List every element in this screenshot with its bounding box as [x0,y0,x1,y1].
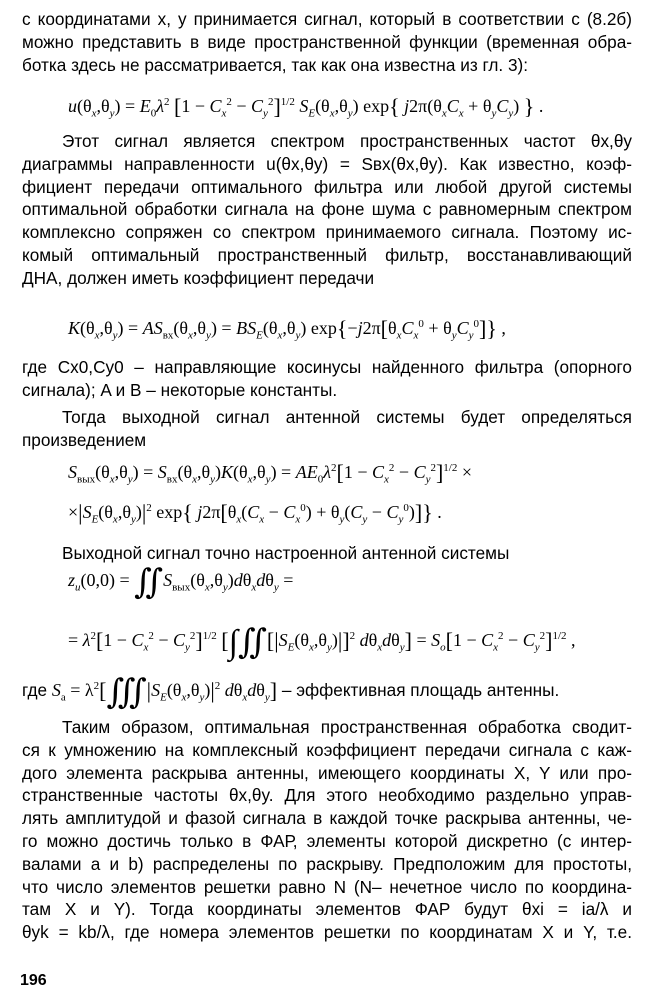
text-line: комый оптимальный пространственный фильтр, восстанавливающий [22,244,632,265]
text-line: Этот сигнал является спектром пространственных частот θx,θy [62,131,632,151]
paragraph-2 [22,130,632,290]
paragraph-5 [22,542,632,565]
text-line: произведением [22,429,147,450]
text-line: где Cx0,Cy0 – направляющие косинусы найденного фильтра (опорного [22,357,632,377]
equation-2: $K(\theta_x,\theta_y) = AS_{вх}(\theta_x,\theta_y) = BS_E(\theta_x,\theta_y) \exp\{-j2\pi[\theta_xC_x^0 + \theta_yC_y^0]\}$ , [68,316,506,342]
equation-4b: = $\lambda^2[1 - C_x^2 - C_y^2]^{1/2}$ [$\int∬[|S_E(\theta_x,\theta_y)|]^2$ $d\theta_xd\theta_y] = S_o[1 - C_x^2 - C_y^2]^{1/2}$ , [68,624,576,661]
text-line: сигнала); A и B – некоторые константы. [22,379,338,400]
text-line: го можно достичь только в ФАР, элементы которой дискретно (с интер- [22,830,632,851]
text-line: дого элемента раскрыва антенны, имеющего координаты X, Y или про- [22,762,632,783]
text-line: комплексно сопряжен со спектром принимаемого сигнала. Поэтому ис- [22,222,632,243]
text-line: что число элементов решетки равно N (N– нечетное число по координа- [22,876,632,897]
paragraph-1 [22,8,632,76]
equation-4a: $z_u(0,0)$ = $∬S_{вых}(\theta_x,\theta_y)d\theta_xd\theta_y$ = [68,564,294,601]
equation-5-line: где $S_a$ = $\lambda^2[∭|S_E(\theta_x,\theta_y)|^2$ $d\theta_xd\theta_y$] – эффективная площадь антенны. [22,674,560,711]
equation-3b: $\times|S_E(\theta_x,\theta_y)|^2$ exp{ $j2\pi[\theta_x(C_x - C_x^0) + \theta_y(C_y - C_y^0)]$} . [68,500,442,526]
text-line: ДНА, должен иметь коэффициент передачи [22,267,375,288]
text-line: валами a и b) распределены по раскрыву. Предположим для простоты, [22,853,632,874]
text-line: странственные частоты θx,θy. Для этого необходимо раздельно управ- [22,785,632,806]
paragraph-3 [22,356,632,402]
paragraph-6 [22,716,632,944]
text-line: Тогда выходной сигнал антенной системы будет определяться [62,407,632,427]
equation-3a: $S_{вых}(\theta_x,\theta_y) = S_{вх}(\theta_x,\theta_y)K(\theta_x,\theta_y) = AE_0\lambda^2[1 - C_x^2 - C_y^2]^{1/2}$ × [68,460,473,486]
text-line: фициент передачи оптимального фильтра или любой другой системы [22,176,632,197]
equation-1: $u(\theta_x,\theta_y) = E_0\lambda^2$ $[1 - C_x^2 - C_y^2]^{1/2}$ $S_E(\theta_x,\theta_y)$ exp{ $j2\pi(\theta_xC_x + \theta_yC_y)$ } . [68,94,544,120]
text-line: оптимальной обработки сигнала на фоне шума с равномерным спектром [22,199,632,220]
text-line: Выходной сигнал точно настроенной антенной системы [62,543,510,563]
text-line: ся к умножению на комплексный коэффициент передачи сигнала с каж- [22,739,632,760]
text-line: там X и Y). Тогда координаты элементов ФАР будут θxi = ia/λ и [22,899,632,920]
paragraph-4 [22,406,632,452]
text-line: диаграммы направленности u(θx,θy) = Sвх(θx,θy). Как известно, коэф- [22,153,632,174]
text-line: ботка здесь не рассматривается, так как она известна из гл. 3): [22,54,529,75]
page-number: 196 [20,972,47,989]
text-line: Таким образом, оптимальная пространственная обработка сводит- [62,717,632,737]
text-line: можно представить в виде пространственной функции (временная обра- [22,31,632,52]
text-line: с координатами x, y принимается сигнал, который в соответствии с (8.2б) [22,9,632,29]
text-line: лять амплитудой и фазой сигнала в каждой точке раскрыва антенны, че- [22,808,632,829]
text-line: θyk = kb/λ, где номера элементов решетки по координатам X и Y, т.е. [22,922,632,943]
